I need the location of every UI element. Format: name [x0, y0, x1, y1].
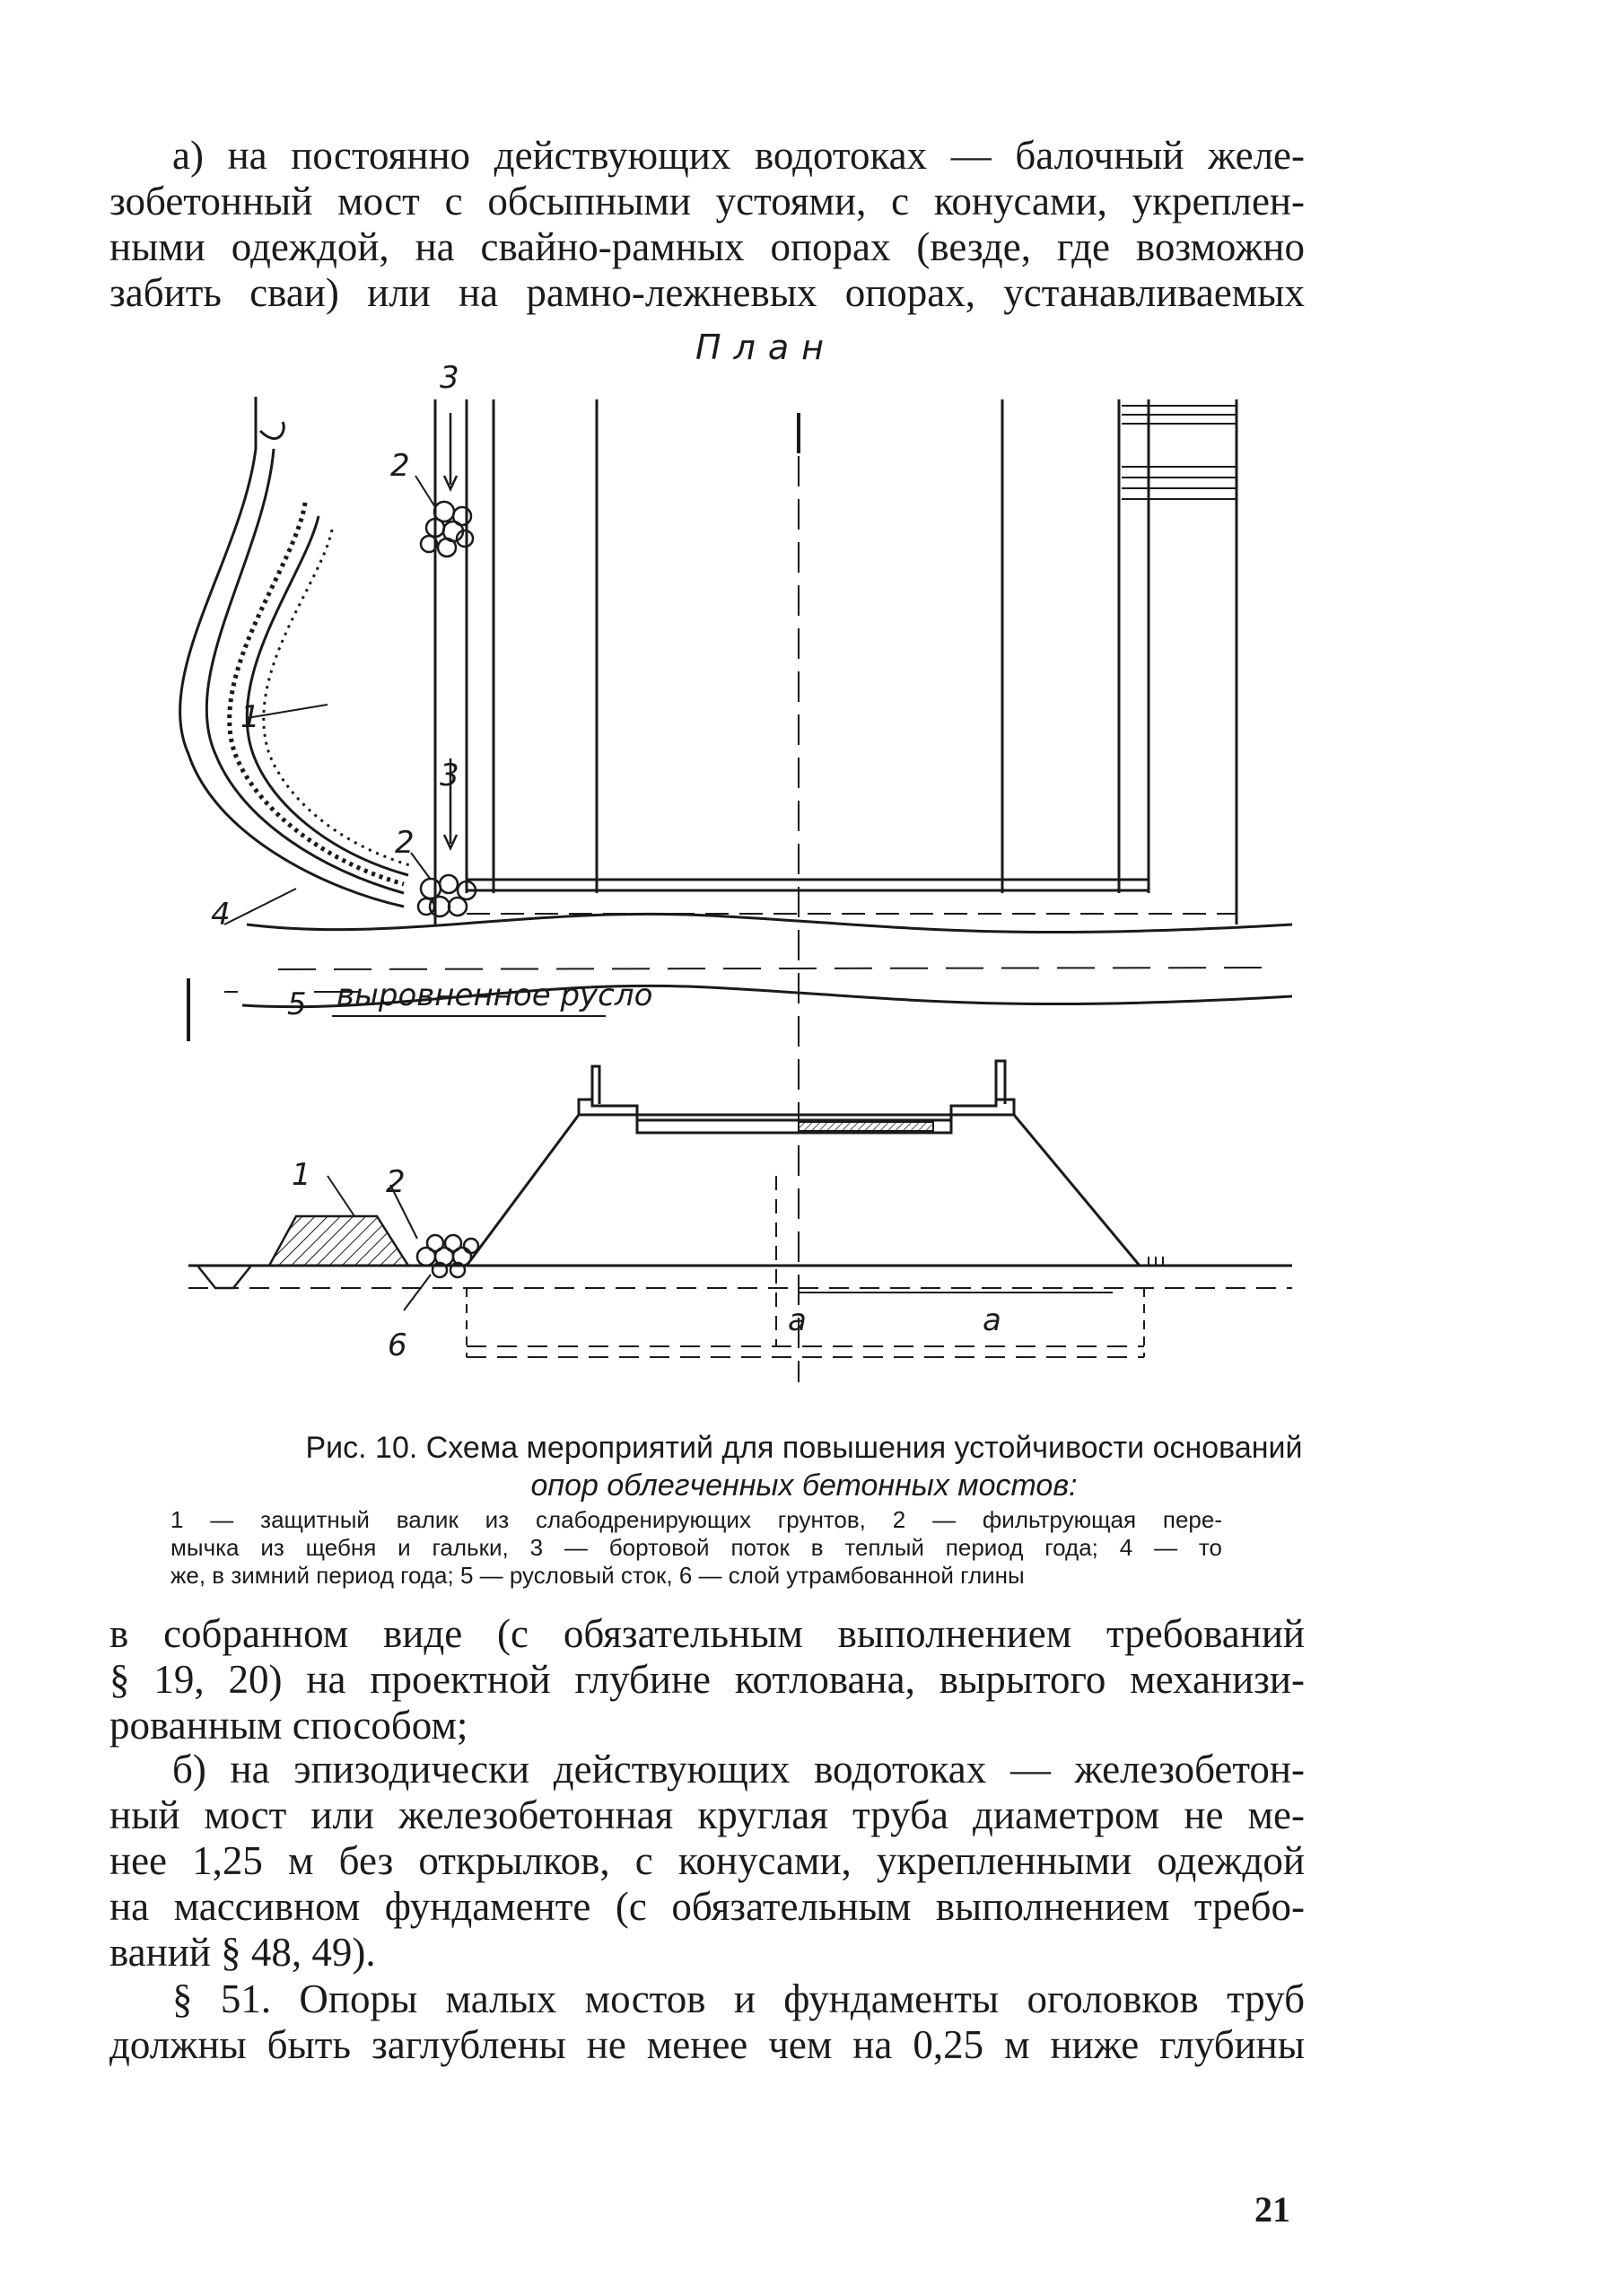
bridge-deck: [579, 1100, 1014, 1120]
top-right-hatch: [1122, 406, 1237, 499]
paragraph-b: [109, 1747, 1305, 1976]
ditch: [197, 1266, 251, 1288]
label-a-left: а: [788, 1302, 807, 1338]
figure-legend: [170, 1506, 1222, 1590]
river-bank-upper: [247, 914, 1292, 932]
caption-line: Рис. 10. Схема мероприятий для повышения устойчивости оснований: [305, 1431, 1303, 1465]
text-line: ными одеждой, на свайно-рамных опорах (везде, где возможно: [109, 224, 1305, 269]
text-line: а) на постоянно действующих водотоках — балочный желе-: [172, 133, 1305, 178]
label-1-top: 1: [240, 699, 260, 735]
label-channel: выровненное русло: [336, 977, 653, 1013]
text-line: ваний § 48, 49).: [109, 1930, 376, 1975]
berm-outer: [180, 397, 404, 907]
berm-section: [269, 1216, 408, 1266]
text-line: § 51. Опоры малых мостов и фундаменты оголовков труб: [172, 1976, 1305, 2021]
label-6: 6: [388, 1328, 407, 1363]
label-a-right: а: [983, 1302, 1001, 1338]
gravel-section: [417, 1235, 478, 1277]
text-line: нее 1,25 м без открылков, с конусами, укрепленными одеждой: [109, 1838, 1305, 1883]
paragraph-a: [109, 133, 1305, 316]
text-line: б) на эпизодически действующих водотоках — железобетон-: [172, 1747, 1305, 1792]
text-line: зобетонный мост с обсыпными устоями, с конусами, укреплен-: [109, 179, 1305, 223]
figure-caption-title: [135, 1429, 1473, 1504]
legend-line: 1 — защитный валик из слабодренирующих грунтов, 2 — фильтрующая пере-: [170, 1506, 1222, 1533]
paragraph-continuation: [109, 1611, 1305, 1748]
embankment: [467, 1115, 1140, 1266]
label-3-mid: 3: [440, 758, 459, 793]
label-5: 5: [287, 986, 307, 1022]
berm-curve-4: [264, 530, 413, 866]
legend-line: мычка из щебня и гальки, 3 — бортовой поток в теплый период года; 4 — то: [170, 1534, 1222, 1561]
paragraph-51: [109, 1976, 1305, 2068]
figure-10-diagram: [170, 332, 1292, 1382]
gravel-mid: [418, 875, 476, 916]
gravel-top: [421, 502, 473, 556]
label-2-mid: 2: [395, 825, 415, 861]
text-line: § 19, 20) на проектной глубине котлована, вырытого механизи-: [109, 1657, 1305, 1702]
label-3-top: 3: [440, 360, 459, 396]
label-2-top: 2: [390, 448, 410, 484]
berm-curve-3: [247, 516, 408, 875]
berm-curve-1: [206, 449, 404, 893]
text-line: в собранном виде (с обязательным выполнением требований: [109, 1611, 1305, 1656]
text-line: должны быть заглублены не менее чем на 0,25 м ниже глубины: [109, 2022, 1305, 2067]
caption-line: опор облегченных бетонных мостов:: [530, 1468, 1078, 1503]
text-line: забить сваи) или на рамно-лежневых опорах, устанавливаемых: [109, 270, 1305, 315]
label-1-bottom: 1: [292, 1157, 311, 1193]
text-line: на массивном фундаменте (с обязательным выполнением требо-: [109, 1884, 1305, 1929]
page-number: 21: [1254, 2189, 1290, 2230]
berm-curve-2: [230, 503, 404, 884]
label-2-bottom: 2: [386, 1164, 406, 1200]
text-line: рованным способом;: [109, 1703, 468, 1748]
plan-title: План: [695, 332, 836, 367]
label-4: 4: [211, 897, 231, 933]
text-line: ный мост или железобетонная круглая труба диаметром не ме-: [109, 1792, 1305, 1837]
legend-line: же, в зимний период года; 5 — русловый сток, 6 — слой утрамбованной глины: [170, 1562, 1025, 1589]
